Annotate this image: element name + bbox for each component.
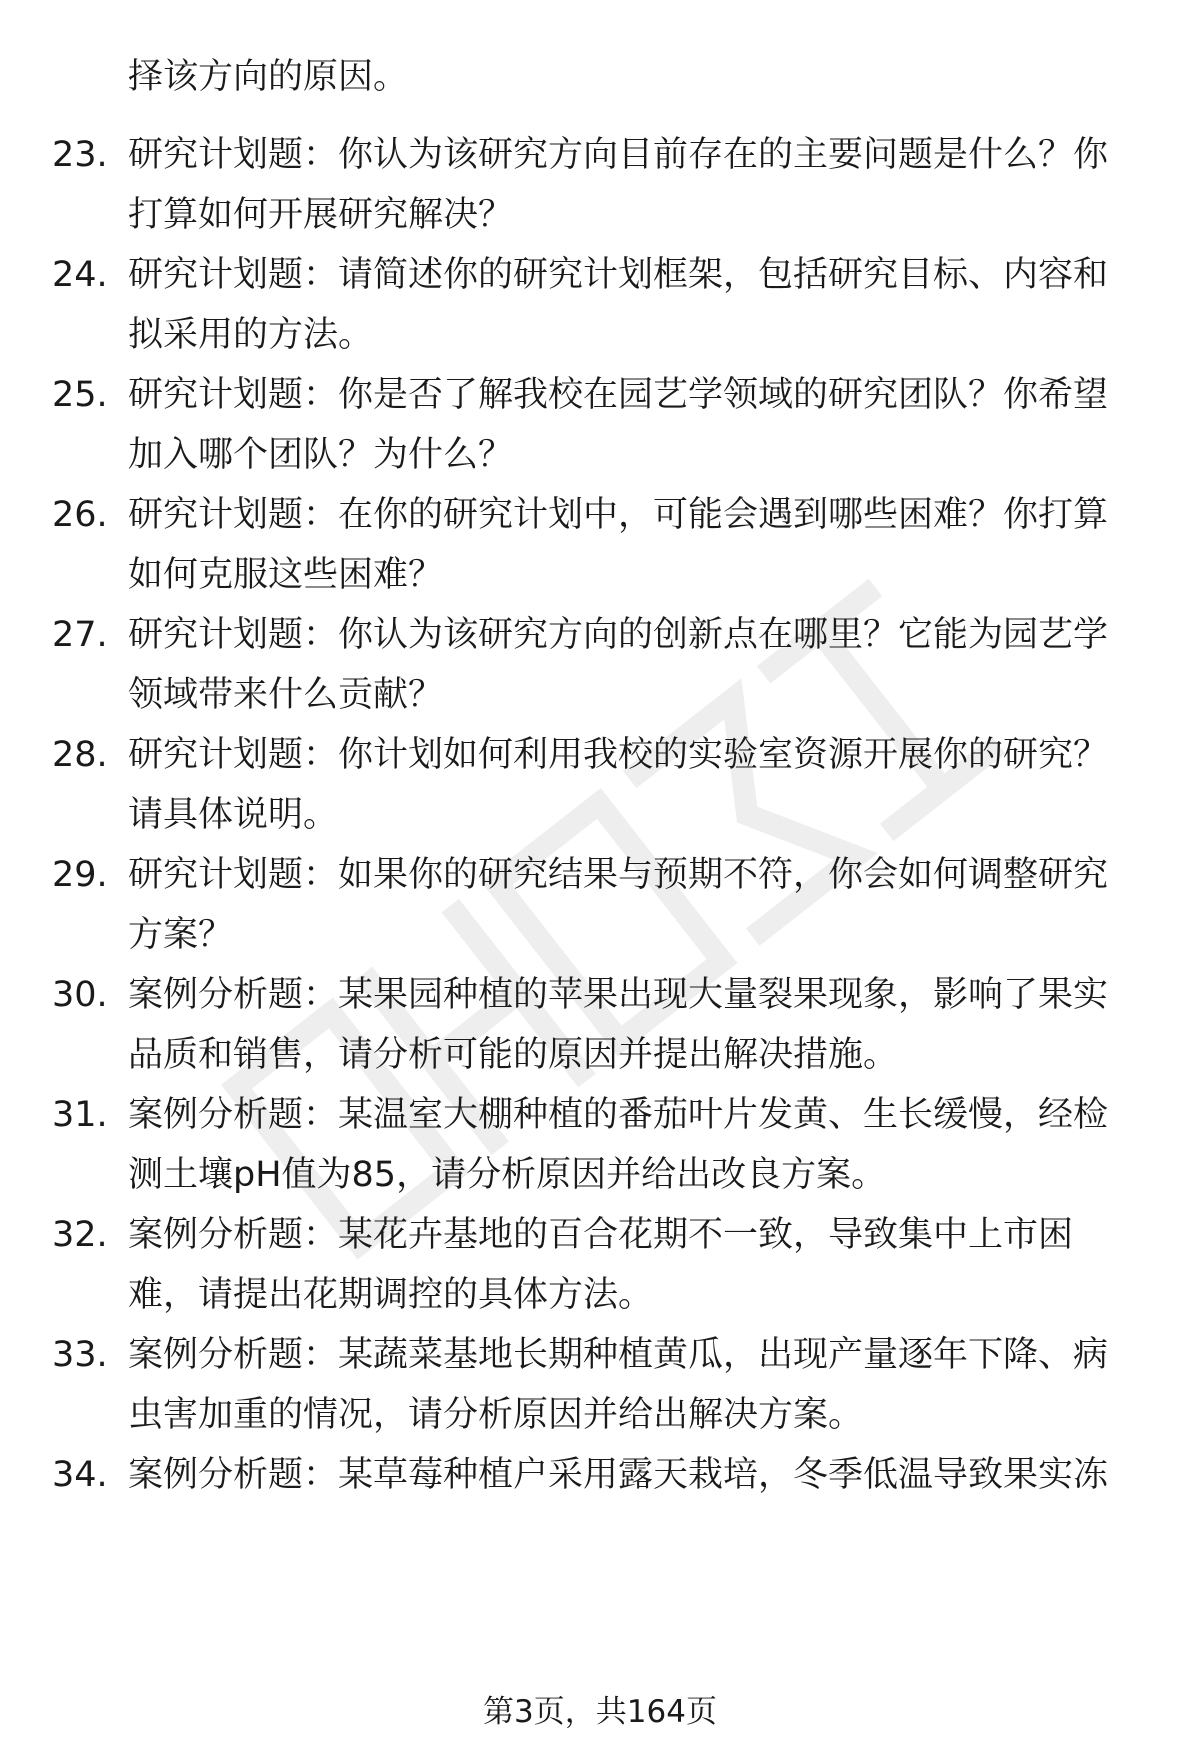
question-text-line: 研究计划题：你是否了解我校在园艺学领域的研究团队？你希望 xyxy=(128,375,1109,415)
question-text-line: 案例分析题：某花卉基地的百合花期不一致，导致集中上市困 xyxy=(128,1215,1074,1255)
question-item xyxy=(0,370,1200,475)
question-text-line: 方案？ xyxy=(128,915,234,955)
question-number: 31. xyxy=(52,1095,108,1135)
question-number: 30. xyxy=(52,975,108,1015)
question-number: 28. xyxy=(52,735,108,775)
question-number: 32. xyxy=(52,1215,108,1255)
question-text-line: 案例分析题：某果园种植的苹果出现大量裂果现象，影响了果实 xyxy=(128,975,1109,1015)
question-number: 33. xyxy=(52,1335,108,1375)
question-text-line: 测土壤pH值为85，请分析原因并给出改良方案。 xyxy=(128,1155,887,1195)
question-text-line: 案例分析题：某草莓种植户采用露天栽培，冬季低温导致果实冻 xyxy=(128,1455,1109,1495)
question-item xyxy=(0,130,1200,235)
question-text-line: 如何克服这些困难？ xyxy=(128,555,444,595)
question-text-line: 案例分析题：某温室大棚种植的番茄叶片发黄、生长缓慢，经检 xyxy=(128,1095,1109,1135)
question-item xyxy=(0,1210,1200,1315)
question-text-line: 研究计划题：你认为该研究方向目前存在的主要问题是什么？你 xyxy=(128,135,1109,175)
question-text-line: 研究计划题：在你的研究计划中，可能会遇到哪些困难？你打算 xyxy=(128,495,1109,535)
question-number: 23. xyxy=(52,135,108,175)
question-text-line: 打算如何开展研究解决？ xyxy=(128,195,514,235)
question-text-line: 加入哪个团队？为什么？ xyxy=(128,435,514,475)
question-text-line: 研究计划题：你认为该研究方向的创新点在哪里？它能为园艺学 xyxy=(128,615,1109,655)
question-item xyxy=(0,970,1200,1075)
question-item xyxy=(0,1450,1200,1550)
question-item xyxy=(0,250,1200,355)
question-number: 25. xyxy=(52,375,108,415)
question-text-line: 难，请提出花期调控的具体方法。 xyxy=(128,1275,654,1315)
question-item xyxy=(0,490,1200,595)
question-item xyxy=(0,1330,1200,1435)
question-text-line: 虫害加重的情况，请分析原因并给出解决方案。 xyxy=(128,1395,864,1435)
question-number: 29. xyxy=(52,855,108,895)
question-text-line: 案例分析题：某蔬菜基地长期种植黄瓜，出现产量逐年下降、病 xyxy=(128,1335,1109,1375)
question-text-line: 领域带来什么贡献？ xyxy=(128,675,444,715)
question-item xyxy=(0,610,1200,715)
question-text-line: 拟采用的方法。 xyxy=(128,315,374,355)
question-number: 27. xyxy=(52,615,108,655)
page-footer: 第3页，共164页 xyxy=(483,1694,717,1730)
question-text-line: 研究计划题：如果你的研究结果与预期不符，你会如何调整研究 xyxy=(128,855,1109,895)
question-item xyxy=(0,730,1200,835)
question-number: 24. xyxy=(52,255,108,295)
question-number: 26. xyxy=(52,495,108,535)
question-number: 34. xyxy=(52,1455,108,1495)
question-text-line: 请具体说明。 xyxy=(128,795,339,835)
question-text-line: 品质和销售，请分析可能的原因并提出解决措施。 xyxy=(128,1035,899,1075)
question-text-line: 研究计划题：你计划如何利用我校的实验室资源开展你的研究？ xyxy=(128,735,1109,775)
question-text-line: 研究计划题：请简述你的研究计划框架，包括研究目标、内容和 xyxy=(128,255,1109,295)
question-item xyxy=(0,1090,1200,1195)
question-item xyxy=(0,850,1200,955)
continuation-line: 择该方向的原因。 xyxy=(128,57,409,97)
